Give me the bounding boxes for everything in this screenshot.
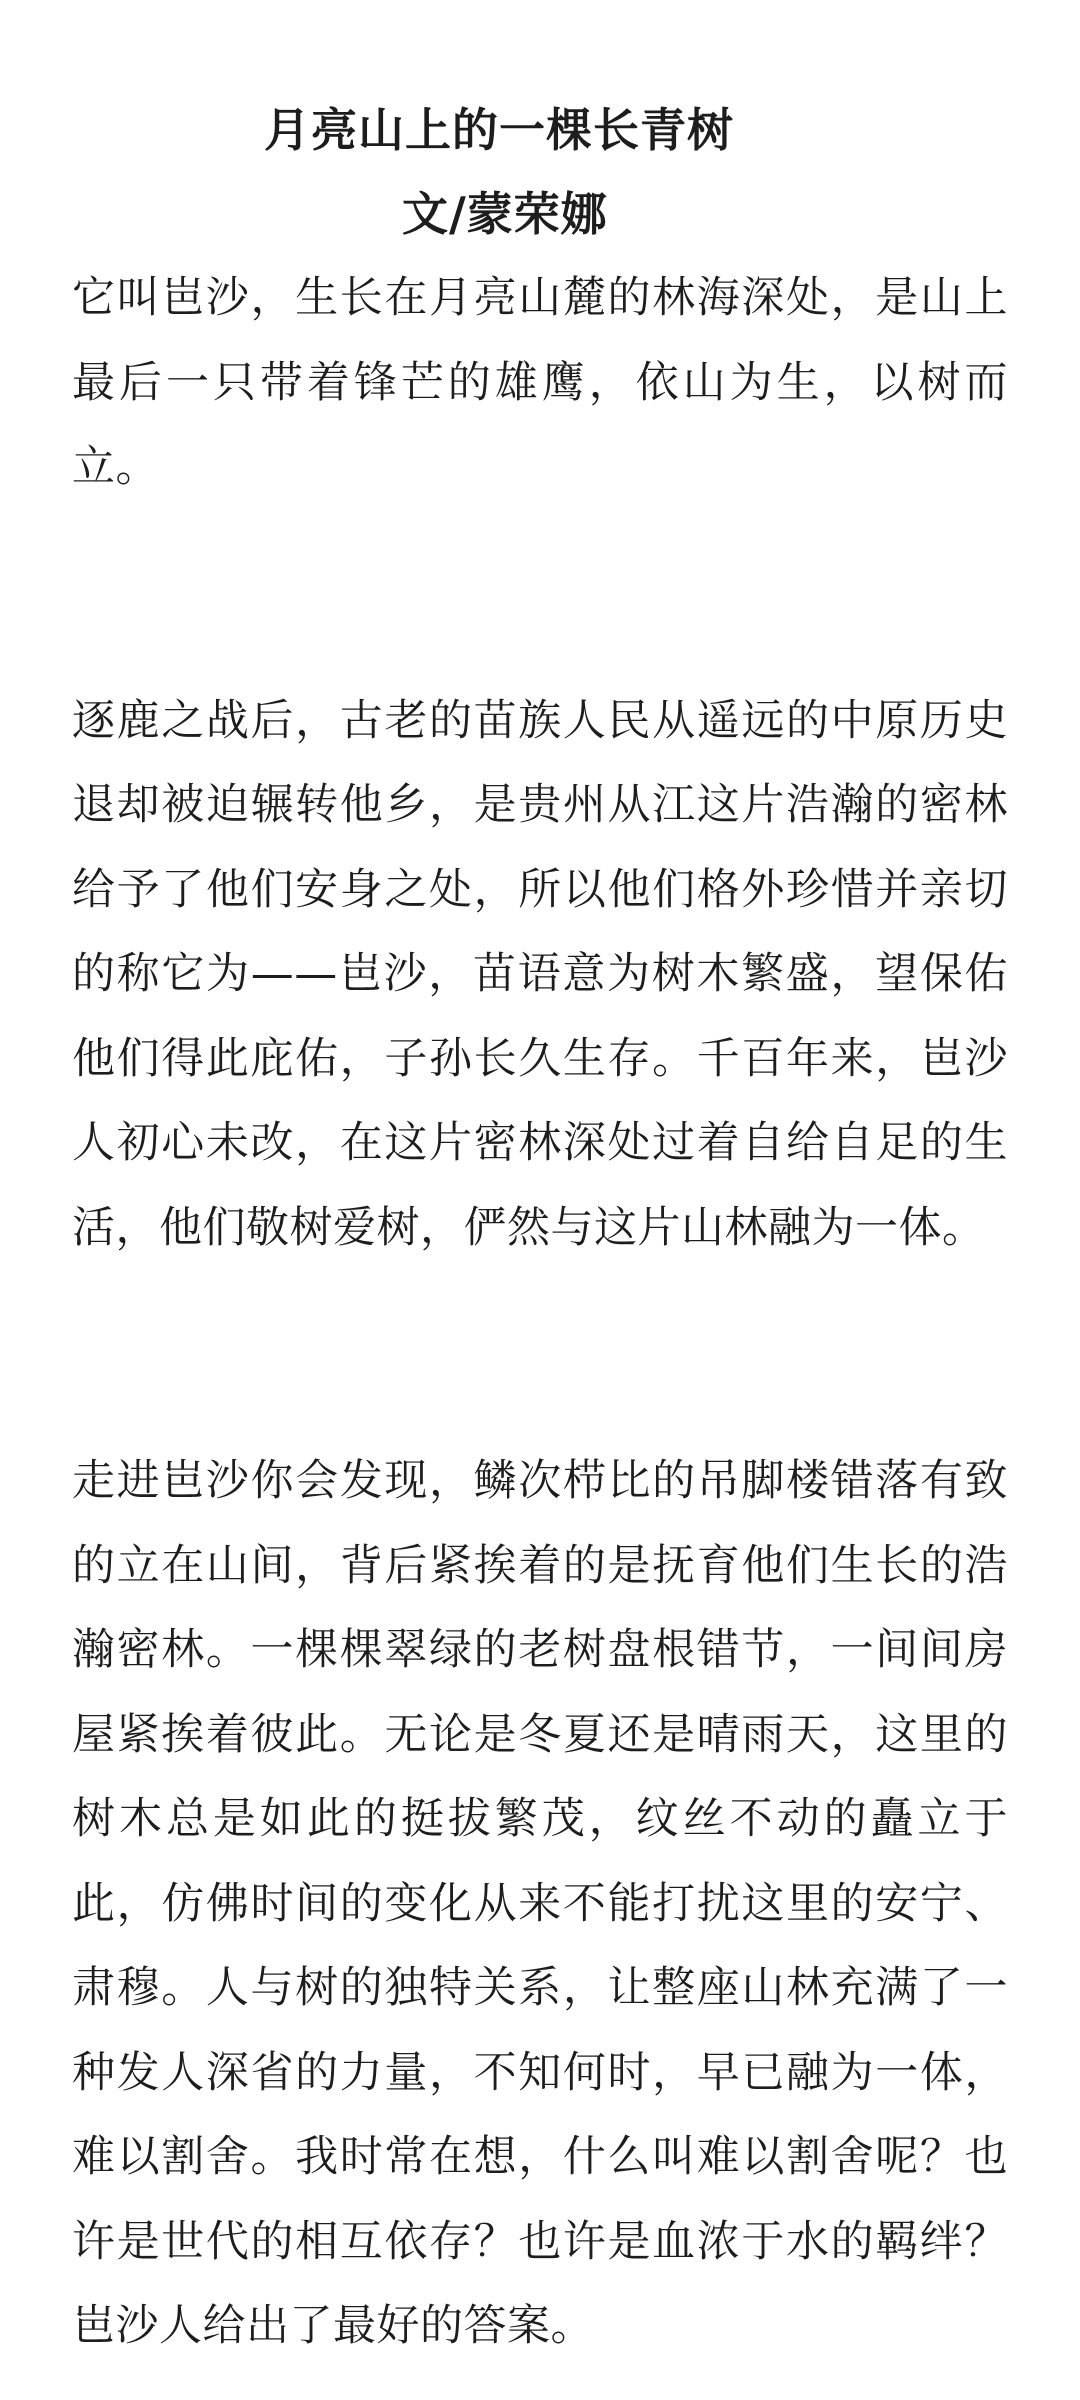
article	[72, 88, 1008, 2369]
article-paragraph: 它叫岜沙，生长在月亮山麓的林海深处，是山上最后一只带着锋芒的雄鹰，依山为生，以树而立。	[72, 273, 1008, 492]
article-byline: 文/蒙荣娜	[402, 187, 608, 241]
article-paragraph: 走进岜沙你会发现，鳞次栉比的吊脚楼错落有致的立在山间，背后紧挨着的是抚育他们生长的浩瀚密林。一棵棵翠绿的老树盘根错节，一间间房屋紧挨着彼此。无论是冬夏还是晴雨天，这里的树木总是如此的挺拔繁茂，纹丝不动的矗立于此，仿佛时间的变化从来不能打扰这里的安宁、肃穆。人与树的独特关系，让整座山林充满了一种发人深省的力量，不知何时，早已融为一体，难以割舍。我时常在想，什么叫难以割舍呢？也许是世代的相互依存？也许是血浓于水的羁绊？岜沙人给出了最好的答案。	[72, 1456, 1008, 2351]
article-title: 月亮山上的一棵长青树	[264, 103, 734, 157]
article-paragraph: 逐鹿之战后，古老的苗族人民从遥远的中原历史退却被迫辗转他乡，是贵州从江这片浩瀚的密林给予了他们安身之处，所以他们格外珍惜并亲切的称它为——岜沙，苗语意为树木繁盛，望保佑他们得此庇佑，子孙长久生存。千百年来，岜沙人初心未改，在这片密林深处过着自给自足的生活，他们敬树爱树，俨然与这片山林融为一体。	[72, 695, 1008, 1253]
